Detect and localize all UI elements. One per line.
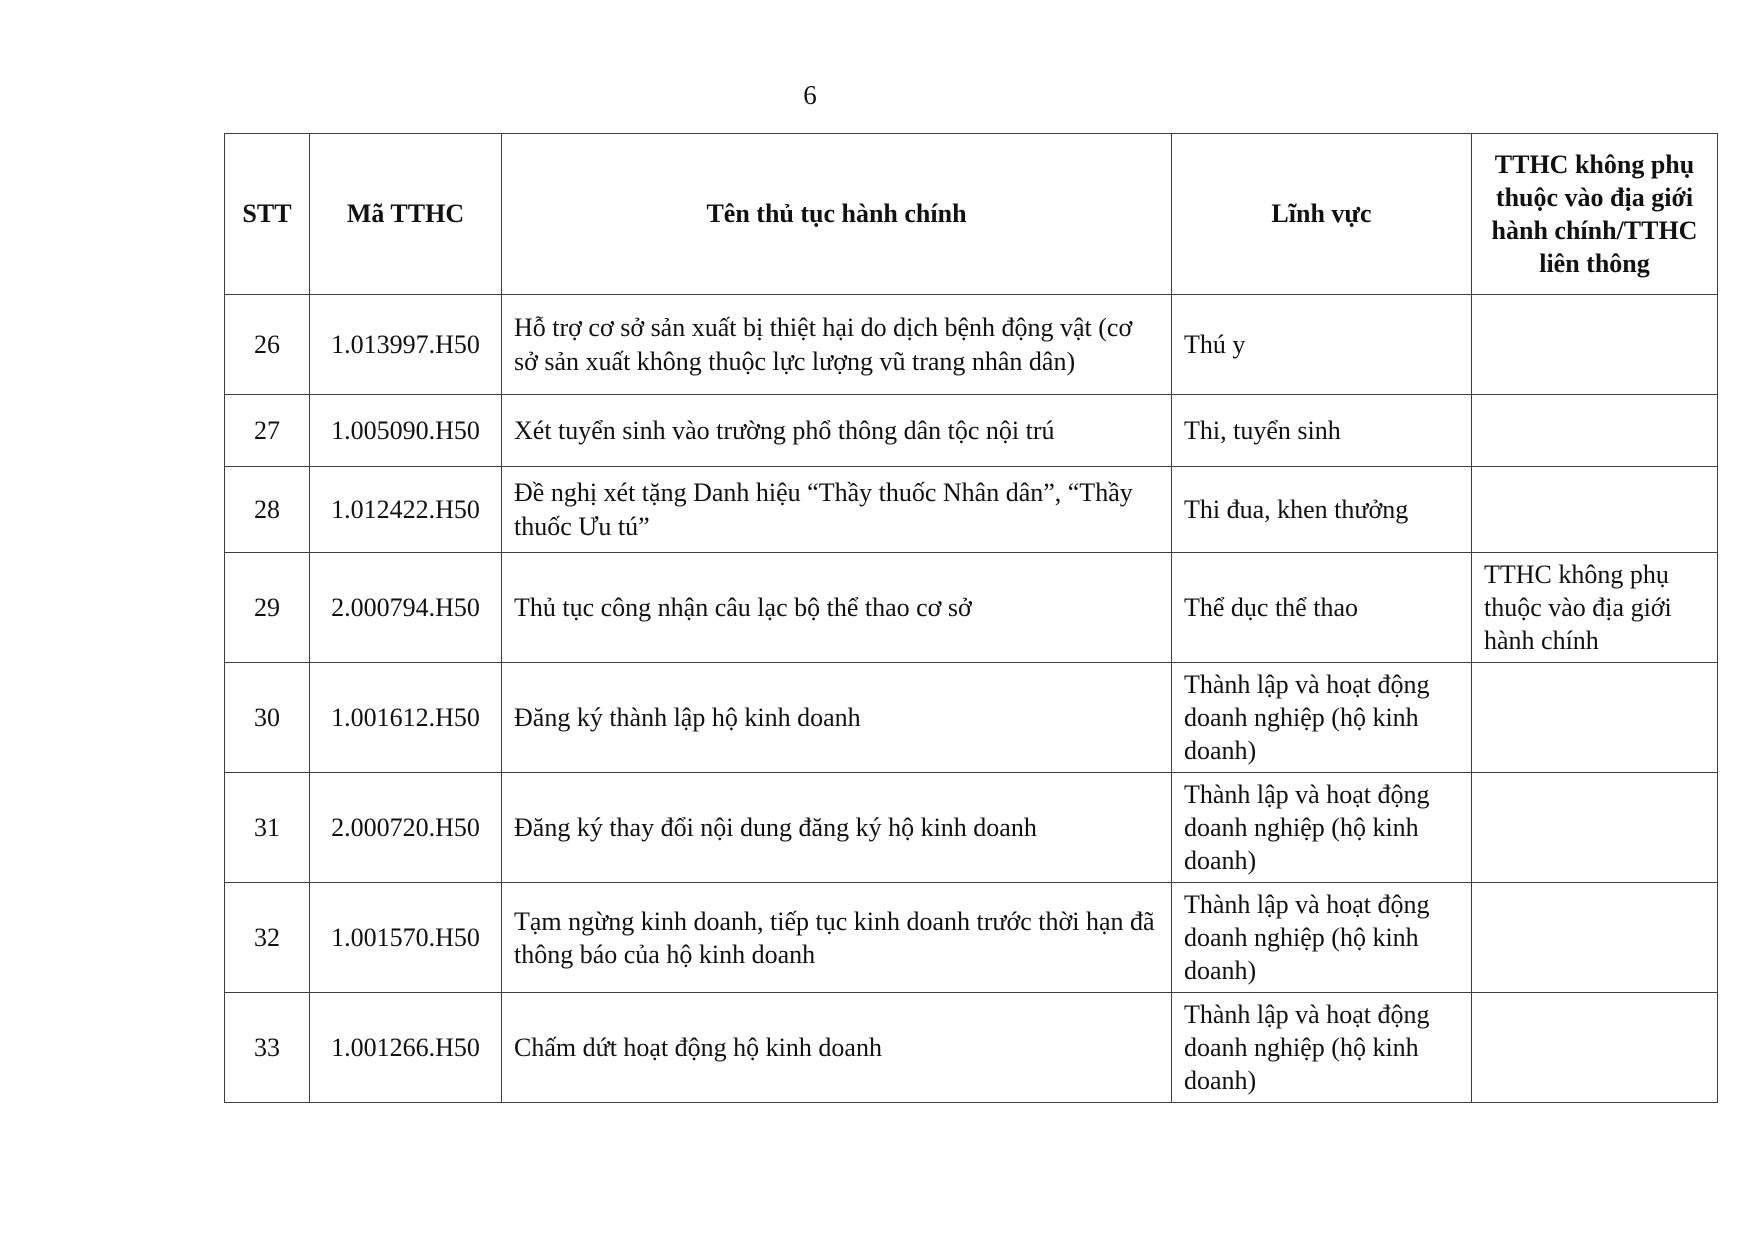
cell-linh-vuc: Thành lập và hoạt động doanh nghiệp (hộ kinh doanh) (1172, 993, 1472, 1103)
table-row (225, 663, 1718, 773)
cell-stt: 33 (225, 993, 310, 1103)
cell-ten-thu-tuc: Đăng ký thay đổi nội dung đăng ký hộ kinh doanh (502, 773, 1172, 883)
table-row (225, 553, 1718, 663)
cell-ten-thu-tuc: Đăng ký thành lập hộ kinh doanh (502, 663, 1172, 773)
column-header-tthc-lien-thong: TTHC không phụ thuộc vào địa giới hành chính/TTHC liên thông (1472, 134, 1718, 295)
cell-ten-thu-tuc: Hỗ trợ cơ sở sản xuất bị thiệt hại do dịch bệnh động vật (cơ sở sản xuất không thuộc lực lượng vũ trang nhân dân) (502, 295, 1172, 395)
cell-stt: 31 (225, 773, 310, 883)
cell-linh-vuc: Thành lập và hoạt động doanh nghiệp (hộ kinh doanh) (1172, 883, 1472, 993)
cell-tthc-lien-thong (1472, 993, 1718, 1103)
cell-linh-vuc: Thành lập và hoạt động doanh nghiệp (hộ kinh doanh) (1172, 663, 1472, 773)
table-row (225, 883, 1718, 993)
cell-ma-tthc: 2.000794.H50 (310, 553, 502, 663)
cell-ma-tthc: 1.012422.H50 (310, 467, 502, 553)
table-row (225, 395, 1718, 467)
cell-tthc-lien-thong (1472, 663, 1718, 773)
cell-ten-thu-tuc: Xét tuyển sinh vào trường phổ thông dân tộc nội trú (502, 395, 1172, 467)
cell-ten-thu-tuc: Chấm dứt hoạt động hộ kinh doanh (502, 993, 1172, 1103)
cell-stt: 30 (225, 663, 310, 773)
cell-linh-vuc: Thú y (1172, 295, 1472, 395)
cell-linh-vuc: Thành lập và hoạt động doanh nghiệp (hộ kinh doanh) (1172, 773, 1472, 883)
header-row (225, 134, 1718, 295)
cell-stt: 28 (225, 467, 310, 553)
cell-tthc-lien-thong (1472, 773, 1718, 883)
cell-ma-tthc: 1.001570.H50 (310, 883, 502, 993)
cell-tthc-lien-thong (1472, 883, 1718, 993)
cell-stt: 27 (225, 395, 310, 467)
column-header-ten-thu-tuc: Tên thủ tục hành chính (502, 134, 1172, 295)
cell-ten-thu-tuc: Đề nghị xét tặng Danh hiệu “Thầy thuốc Nhân dân”, “Thầy thuốc Ưu tú” (502, 467, 1172, 553)
page-number: 6 (803, 80, 817, 110)
cell-tthc-lien-thong: TTHC không phụ thuộc vào địa giới hành chính (1472, 553, 1718, 663)
cell-ten-thu-tuc: Tạm ngừng kinh doanh, tiếp tục kinh doanh trước thời hạn đã thông báo của hộ kinh doanh (502, 883, 1172, 993)
column-header-linh-vuc: Lĩnh vực (1172, 134, 1472, 295)
cell-ma-tthc: 1.001266.H50 (310, 993, 502, 1103)
cell-stt: 26 (225, 295, 310, 395)
cell-linh-vuc: Thi đua, khen thưởng (1172, 467, 1472, 553)
column-header-stt: STT (225, 134, 310, 295)
table-row (225, 467, 1718, 553)
table-row (225, 773, 1718, 883)
cell-ma-tthc: 1.013997.H50 (310, 295, 502, 395)
cell-ma-tthc: 1.001612.H50 (310, 663, 502, 773)
column-header-ma-tthc: Mã TTHC (310, 134, 502, 295)
table-body (225, 295, 1718, 1103)
cell-ma-tthc: 1.005090.H50 (310, 395, 502, 467)
table-row (225, 993, 1718, 1103)
cell-stt: 29 (225, 553, 310, 663)
cell-ma-tthc: 2.000720.H50 (310, 773, 502, 883)
table-row (225, 295, 1718, 395)
cell-tthc-lien-thong (1472, 295, 1718, 395)
table-header (225, 134, 1718, 295)
cell-linh-vuc: Thể dục thể thao (1172, 553, 1472, 663)
cell-linh-vuc: Thi, tuyển sinh (1172, 395, 1472, 467)
cell-tthc-lien-thong (1472, 467, 1718, 553)
cell-ten-thu-tuc: Thủ tục công nhận câu lạc bộ thể thao cơ sở (502, 553, 1172, 663)
cell-tthc-lien-thong (1472, 395, 1718, 467)
procedures-table (224, 133, 1718, 1103)
cell-stt: 32 (225, 883, 310, 993)
